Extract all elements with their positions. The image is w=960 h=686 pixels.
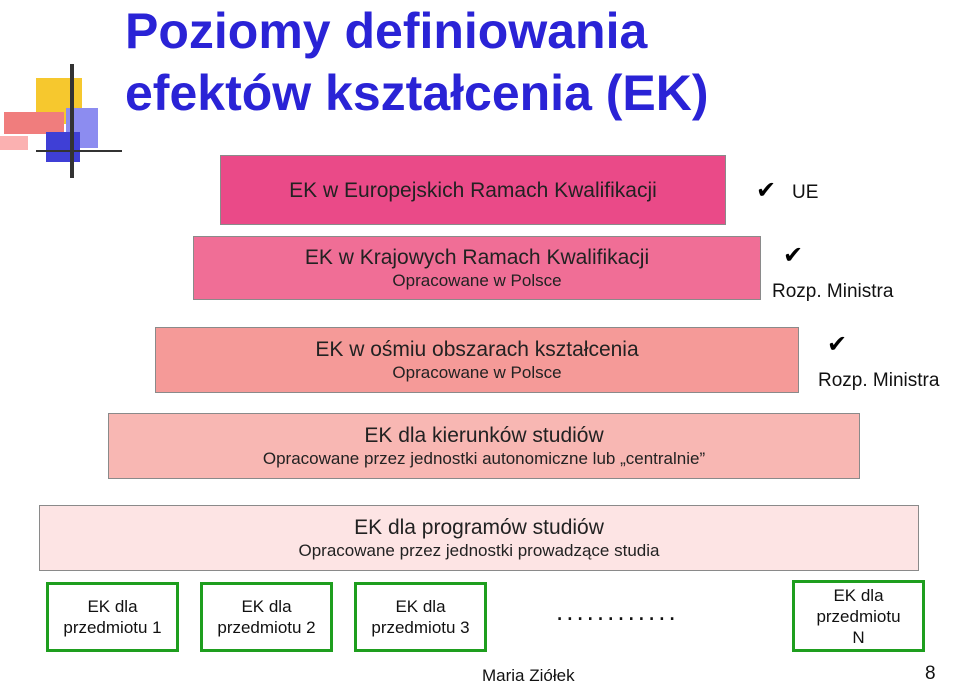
subject-box-2 [200, 582, 333, 652]
level-areas-box [155, 327, 799, 393]
level-areas-subtitle: Opracowane w Polsce [392, 362, 562, 382]
level-areas-note: Rozp. Ministra [818, 370, 940, 391]
check-icon: ✔ [827, 331, 848, 358]
footer-author: Maria Ziółek [482, 666, 575, 685]
level-krk-box [193, 236, 761, 300]
check-icon: ✔ [783, 242, 804, 269]
level-programs-subtitle: Opracowane przez jednostki prowadzące studia [298, 540, 660, 560]
slide-title [125, 0, 945, 124]
title-line-2: efektów kształcenia (EK) [125, 65, 709, 121]
level-erk-box [220, 155, 726, 225]
level-erk-title: EK w Europejskich Ramach Kwalifikacji [289, 178, 657, 202]
subject-label: EK dla przedmiotu N [816, 585, 901, 647]
level-fields-box [108, 413, 860, 479]
level-fields-subtitle: Opracowane przez jednostki autonomiczne lub „centralnie” [262, 448, 706, 468]
subject-label: EK dla przedmiotu 3 [371, 597, 470, 637]
title-line-1: Poziomy definiowania [125, 3, 648, 59]
check-icon: ✔ [756, 177, 777, 204]
level-programs-title: EK dla programów studiów [354, 515, 604, 539]
ellipsis: ............ [556, 596, 679, 626]
level-krk-subtitle: Opracowane w Polsce [392, 270, 562, 290]
subject-box-1 [46, 582, 179, 652]
subject-label: EK dla przedmiotu 2 [217, 597, 316, 637]
subject-box-n [792, 580, 925, 652]
level-fields-title: EK dla kierunków studiów [364, 423, 604, 447]
subject-box-3 [354, 582, 487, 652]
level-krk-title: EK w Krajowych Ramach Kwalifikacji [304, 245, 650, 269]
level-erk-note: UE [792, 182, 819, 203]
level-krk-note: Rozp. Ministra [772, 281, 894, 302]
subject-label: EK dla przedmiotu 1 [63, 597, 162, 637]
page-number: 8 [925, 663, 936, 684]
level-areas-title: EK w ośmiu obszarach kształcenia [315, 337, 639, 361]
level-programs-box [39, 505, 919, 571]
